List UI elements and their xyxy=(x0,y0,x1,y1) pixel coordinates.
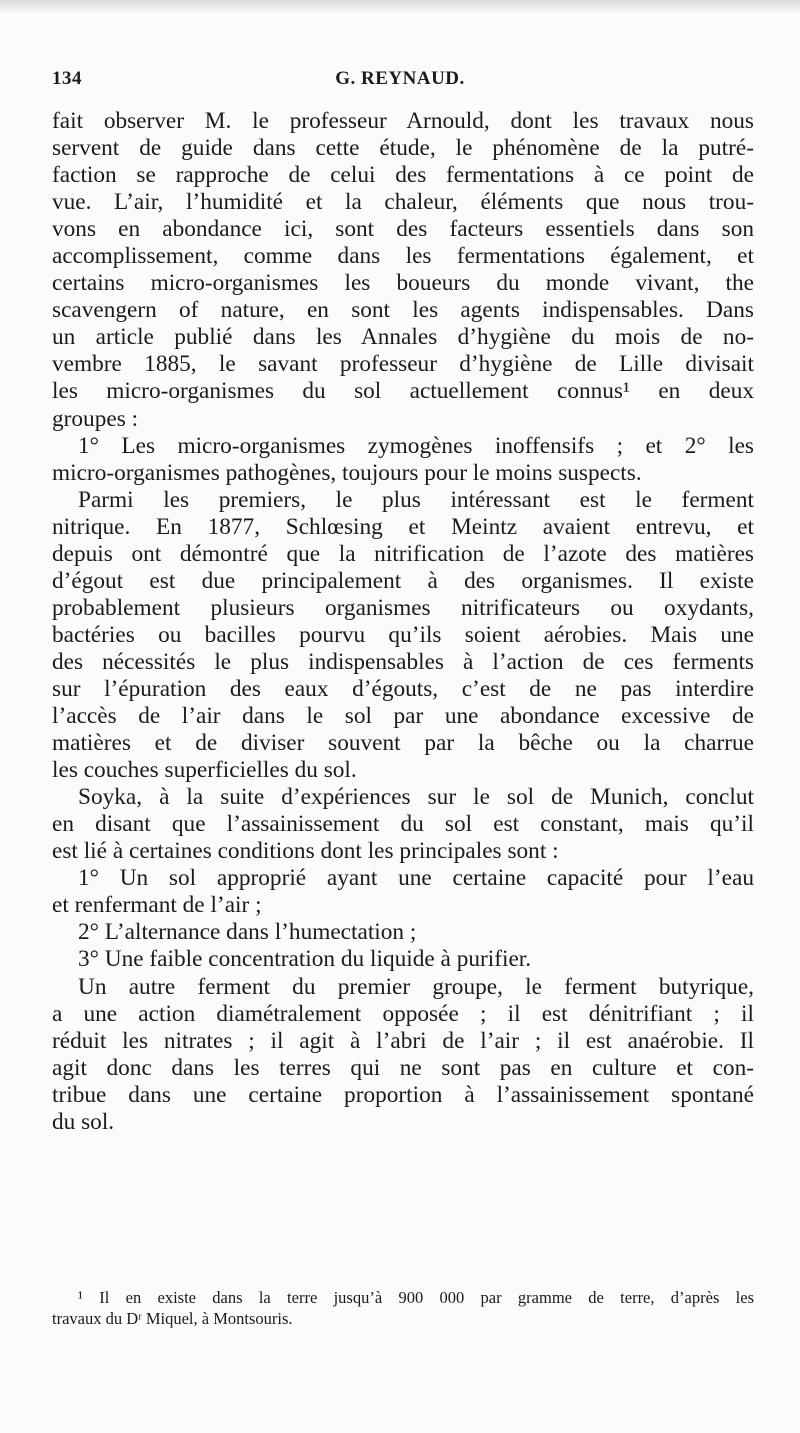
running-head: G. REYNAUD. xyxy=(335,68,465,89)
page-number: 134 xyxy=(52,68,82,89)
text-line: probablement plusieurs organismes nitrificateurs ou oxydants, xyxy=(52,594,754,621)
text-line: Parmi les premiers, le plus intéressant est le ferment xyxy=(78,486,754,513)
text-line: certains micro-organismes les boueurs du monde vivant, the xyxy=(52,270,754,297)
text-line: a une action diamétralement opposée ; il est dénitrifiant ; il xyxy=(52,1000,754,1027)
text-line: matières et de diviser souvent par la bêche ou la charrue xyxy=(52,730,754,757)
text-line: accomplissement, comme dans les fermentations également, et xyxy=(52,243,754,270)
text-line: sur l’épuration des eaux d’égouts, c’est de ne pas interdire xyxy=(52,675,754,702)
text-line: 2° L’alternance dans l’humectation ; xyxy=(78,919,417,946)
text-line: nitrique. En 1877, Schlœsing et Meintz avaient entrevu, et xyxy=(52,513,754,540)
text-line: agit donc dans les terres qui ne sont pas en culture et con- xyxy=(52,1054,754,1081)
text-line: est lié à certaines conditions dont les principales sont : xyxy=(52,838,559,865)
text-line: vembre 1885, le savant professeur d’hygiène de Lille divisait xyxy=(52,351,754,378)
scan-top-edge xyxy=(0,0,800,14)
text-line: groupes : xyxy=(52,405,139,432)
text-line: scavengern of nature, en sont les agents indispensables. Dans xyxy=(52,297,754,324)
text-line: du sol. xyxy=(52,1108,115,1135)
text-line: Un autre ferment du premier groupe, le ferment butyrique, xyxy=(78,973,754,1000)
page-header xyxy=(52,68,748,98)
text-line: d’égout est due principalement à des organismes. Il existe xyxy=(52,567,754,594)
text-line: micro-organismes pathogènes, toujours pour le moins suspects. xyxy=(52,459,642,486)
text-line: des nécessités le plus indispensables à l’action de ces ferments xyxy=(52,648,754,675)
text-line: servent de guide dans cette étude, le phénomène de la putré- xyxy=(52,135,754,162)
text-line: bactéries ou bacilles pourvu qu’ils soient aérobies. Mais une xyxy=(52,621,754,648)
text-line: en disant que l’assainissement du sol est constant, mais qu’il xyxy=(52,811,754,838)
text-line: depuis ont démontré que la nitrification de l’azote des matières xyxy=(52,540,754,567)
text-line: un article publié dans les Annales d’hygiène du mois de no- xyxy=(52,324,754,351)
footnote-line: ¹ Il en existe dans la terre jusqu’à 900 000 par gramme de terre, d’après les xyxy=(78,1288,754,1307)
text-line: et renfermant de l’air ; xyxy=(52,892,262,919)
text-line: faction se rapproche de celui des fermentations à ce point de xyxy=(52,162,754,189)
text-line: l’accès de l’air dans le sol par une abondance excessive de xyxy=(52,703,754,730)
text-line: fait observer M. le professeur Arnould, dont les travaux nous xyxy=(52,108,754,134)
text-line: les couches superficielles du sol. xyxy=(52,757,357,784)
text-line: tribue dans une certaine proportion à l’assainissement spontané xyxy=(52,1081,754,1108)
footnote-line: travaux du Dʳ Miquel, à Montsouris. xyxy=(52,1309,293,1328)
text-line: 1° Les micro-organismes zymogènes inoffensifs ; et 2° les xyxy=(78,432,754,459)
text-line: vons en abondance ici, sont des facteurs essentiels dans son xyxy=(52,216,754,243)
text-line: 3° Une faible concentration du liquide à purifier. xyxy=(78,946,532,973)
text-line: Soyka, à la suite d’expériences sur le sol de Munich, conclut xyxy=(78,784,754,811)
text-line: vue. L’air, l’humidité et la chaleur, éléments que nous trou- xyxy=(52,189,754,216)
body-text xyxy=(52,108,754,1136)
text-line: 1° Un sol approprié ayant une certaine capacité pour l’eau xyxy=(78,865,754,892)
footnote xyxy=(52,1287,754,1329)
text-line: réduit les nitrates ; il agit à l’abri de l’air ; il est anaérobie. Il xyxy=(52,1027,754,1054)
text-line: les micro-organismes du sol actuellement connus¹ en deux xyxy=(52,378,754,405)
